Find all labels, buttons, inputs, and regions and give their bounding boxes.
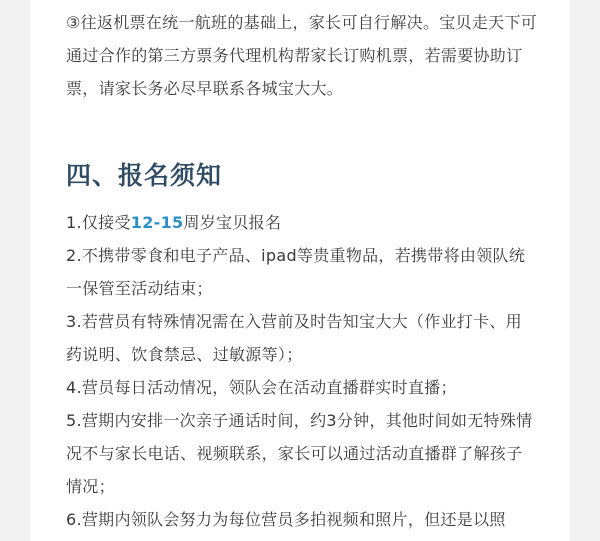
list-item-suffix: 周岁宝贝报名 (183, 213, 282, 232)
article-page (30, 0, 570, 541)
list-item: 3.若营员有特殊情况需在入营前及时告知宝大大（作业打卡、用药说明、饮食禁忌、过敏源等）； (66, 312, 522, 364)
list-item: 5.营期内安排一次亲子通话时间，约3分钟，其他时间如无特殊情况不与家长电话、视频联系，家长可以通过活动直播群了解孩子情况； (66, 411, 533, 496)
list-item (66, 206, 538, 239)
list-item: 4.营员每日活动情况，领队会在活动直播群实时直播； (66, 378, 457, 397)
section-title: 四、报名须知 (66, 161, 223, 190)
registration-notice-list (66, 206, 538, 536)
age-range-highlight: 12-15 (130, 213, 184, 232)
flight-ticket-paragraph: ③往返机票在统一航班的基础上，家长可自行解决。宝贝走天下可通过合作的第三方票务代理机构帮家长订购机票，若需要协助订票，请家长务必尽早联系各城宝大大。 (66, 13, 538, 98)
list-item: 6.营期内领队会努力为每位营员多拍视频和照片，但还是以照 (66, 510, 506, 529)
list-item: 2.不携带零食和电子产品、ipad等贵重物品，若携带将由领队统一保管至活动结束； (66, 246, 526, 298)
list-item-prefix: 1.仅接受 (66, 213, 131, 232)
